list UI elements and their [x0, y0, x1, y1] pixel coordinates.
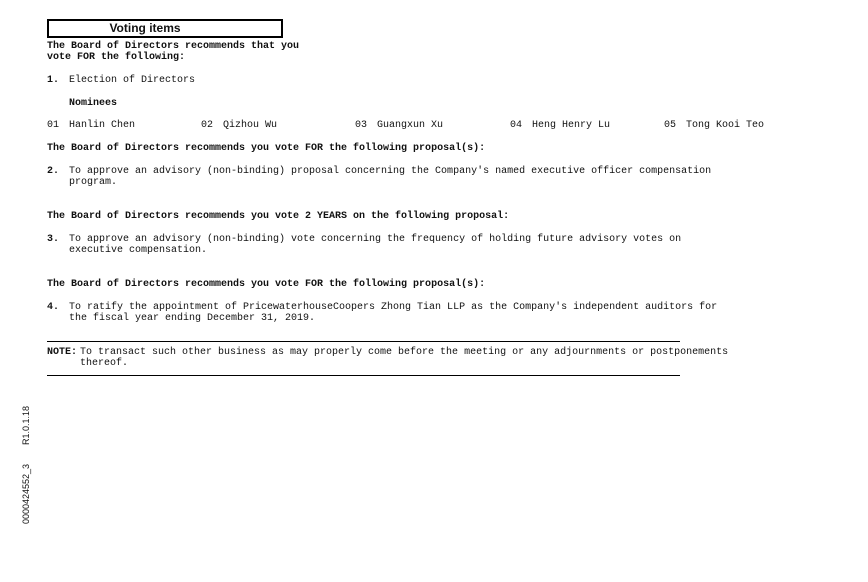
- note-top-rule: [47, 341, 680, 342]
- note-text-line-2: thereof.: [80, 358, 129, 369]
- recommendation-for-item-2: The Board of Directors recommends you vote FOR the following proposal(s):: [47, 143, 486, 154]
- item-2-number: 2.: [47, 166, 60, 177]
- nominee-05-name: Tong Kooi Teo: [686, 120, 765, 131]
- item-1-number: 1.: [47, 75, 60, 86]
- item-1-text: Election of Directors: [69, 75, 196, 86]
- nominee-02-number: 02: [201, 120, 214, 131]
- item-2-text-line-2: program.: [69, 177, 118, 188]
- note-bottom-rule: [47, 375, 680, 376]
- item-3-number: 3.: [47, 234, 60, 245]
- item-2-text-line-1: To approve an advisory (non-binding) proposal concerning the Company's named executive officer compensation: [69, 166, 712, 177]
- nominee-04-name: Heng Henry Lu: [532, 120, 611, 131]
- note-text-line-1: To transact such other business as may properly come before the meeting or any adjournments or postponements: [80, 347, 729, 358]
- intro-line-2: vote FOR the following:: [47, 52, 186, 63]
- side-code-revision: R1.0.1.18: [21, 405, 31, 445]
- recommendation-for-item-4: The Board of Directors recommends you vote FOR the following proposal(s):: [47, 279, 486, 290]
- item-4-text-line-2: the fiscal year ending December 31, 2019.: [69, 313, 316, 324]
- item-3-text-line-2: executive compensation.: [69, 245, 208, 256]
- nominee-03-number: 03: [355, 120, 368, 131]
- item-4-number: 4.: [47, 302, 60, 313]
- nominee-04-number: 04: [510, 120, 523, 131]
- nominee-03-name: Guangxun Xu: [377, 120, 444, 131]
- note-label: NOTE:: [47, 347, 78, 358]
- intro-line-1: The Board of Directors recommends that you: [47, 41, 300, 52]
- nominees-label: Nominees: [69, 98, 118, 109]
- item-4-text-line-1: To ratify the appointment of PricewaterhouseCoopers Zhong Tian LLP as the Company's independent auditors for: [69, 302, 718, 313]
- nominee-05-number: 05: [664, 120, 677, 131]
- voting-items-title: Voting items: [109, 21, 181, 35]
- voting-items-header-box: [47, 19, 283, 38]
- item-3-text-line-1: To approve an advisory (non-binding) vote concerning the frequency of holding future advisory votes on: [69, 234, 682, 245]
- side-code-document-id: 0000424552_3: [21, 463, 31, 524]
- nominee-01-number: 01: [47, 120, 60, 131]
- nominee-01-name: Hanlin Chen: [69, 120, 136, 131]
- recommendation-2-years-item-3: The Board of Directors recommends you vote 2 YEARS on the following proposal:: [47, 211, 510, 222]
- nominee-02-name: Qizhou Wu: [223, 120, 278, 131]
